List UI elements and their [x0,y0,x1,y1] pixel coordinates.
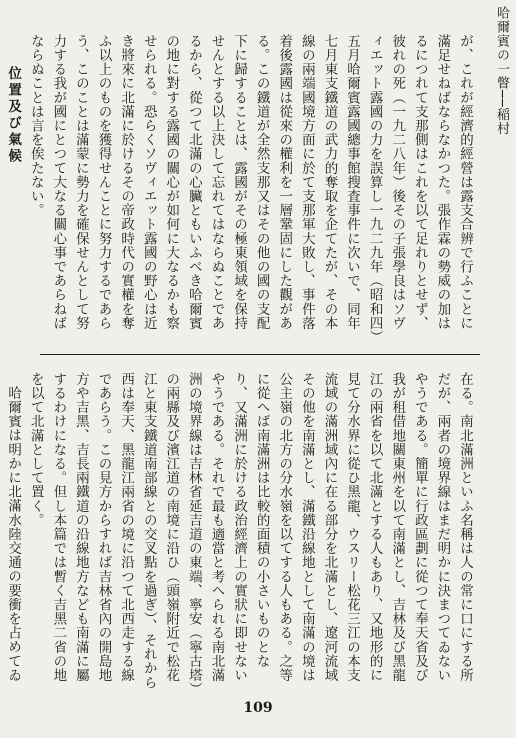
upper-text-block [5,34,476,339]
paragraph: 哈爾賓は明かに北滿水陸交通の要衝を占めてゐ [5,385,22,682]
section-heading: 位置及び氣候 [5,66,22,166]
running-header: 哈爾賓の一瞥──稲村 [494,6,509,136]
paragraph [0,34,2,339]
section-divider [40,354,480,355]
paragraph: が、これが經濟的經營は露支合辨で行ふことに滿足せねばならなかつた。張作霖の勢威の加はるにつれて支那側はこれを以て足れりとせず、彼れの死（一九二八年）後その子張學良はソヴィエット露國の力を誤算し一九二九年（昭和四）五月哈爾賓露國總事館搜査事件に次いで、同年七月東支鐵道の武力的奪取を企てたが、その本線の兩端國境方面に於て支那軍大敗し、事件落着後露國は從來の權利を一層鞏固にした觀がある。この鐵道が全然支那又はその他の國の支配下に歸することは、露國がその極東領域を保持せんとする以上決して忘れてはならぬことであるから、從つて北滿の心臟ともいふべき哈爾賓の地に對する露國の關心が如何に大なるかも察せられる。恐らくソヴィエット露國の野心は近き將來に北滿に於けるその帝政時代の實權を奪ふ以上のものを獲得せんことに努力するであらう、このことは滿蒙に勢力を確保せんとして努力する我が國にとつて大なる關心事であらねばならぬことは言を俟たない。 [27,34,473,338]
page-number: 109 [243,700,273,716]
paragraph: 在る。南北滿洲といふ名稱は人の常に口にする所だが、兩者の境界線はまだ明かに決まつてゐないやうである。簡單に行政區劃に從つて奉天省及び我が租借地關東州を以て南滿とし、吉林及び黑龍江の兩省を以て北滿とする人もあり、又地形的に見て分水界に從ひ黑龍、ウスリー松花三江の本支流域の滿洲域內に在る部分を北滿とし、遼河流域その他を南滿とし、滿鐵沿線地として南滿の境は公主嶺の北方の分水嶺を以てする人もある。之等に從へば南滿洲は比較的面積の小さいものとなり、又滿洲に於ける政治經濟上の實狀に即せないやうである。それで最も適當と考へられる南北滿洲の境界線は吉林省延吉道の東端、寧安（寧古塔）の兩縣及び濱江道の南境に沿ひ（頭嶺附近で松花江と東支鐵道南部線との交叉點を過ぎ）、それから西は奉天、黑龍江兩省の境に沿つて北西走する線であらう。この見方からすれば吉林省內の開島地方や吉黑、吉長兩鐵道の沿線地方なども南滿に屬するわけになる。但し本篇では暫く吉黑二省の地を以て北滿として置く。 [27,372,473,690]
lower-text-block [5,372,476,694]
